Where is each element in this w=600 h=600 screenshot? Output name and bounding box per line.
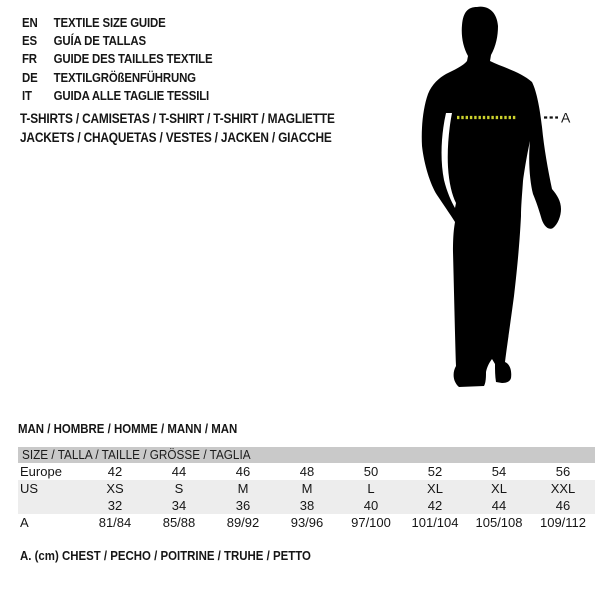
man-silhouette-svg — [395, 0, 600, 400]
section-title: MAN / HOMBRE / HOMME / MANN / MAN — [18, 421, 238, 436]
table-row-us — [18, 480, 595, 497]
language-label: GUIDA ALLE TAGLIE TESSILI — [53, 87, 210, 103]
table-cell: 32 — [107, 498, 123, 513]
table-row-alt-size — [18, 497, 595, 514]
table-cell: XXL — [550, 481, 576, 496]
table-cell: 97/100 — [351, 515, 391, 530]
row-label: Europe — [20, 464, 62, 479]
table-cell: 81/84 — [98, 515, 132, 530]
table-cell: 40 — [363, 498, 379, 513]
language-code: IT — [22, 87, 32, 103]
table-cell: 54 — [491, 464, 507, 479]
table-cell: M — [301, 481, 313, 496]
language-label: GUIDE DES TAILLES TEXTILE — [53, 51, 213, 67]
language-row-fr — [22, 50, 238, 68]
table-cell: 42 — [427, 498, 443, 513]
language-row-it — [22, 87, 238, 105]
table-cell: 56 — [555, 464, 571, 479]
table-cell: 44 — [491, 498, 507, 513]
row-label: US — [20, 481, 39, 496]
measure-label-a: A — [561, 109, 571, 126]
language-code: EN — [22, 15, 38, 30]
row-label — [18, 497, 83, 514]
man-silhouette-path — [422, 7, 561, 387]
table-cell: M — [237, 481, 249, 496]
table-cell: 46 — [555, 498, 571, 513]
table-header-band — [18, 447, 595, 463]
category-titles — [20, 109, 378, 147]
table-cell: 85/88 — [162, 515, 196, 530]
table-cell: L — [367, 481, 375, 496]
table-cell: 101/104 — [411, 515, 459, 530]
table-cell: 44 — [171, 464, 187, 479]
measurement-footnote: A. (cm) CHEST / PECHO / POITRINE / TRUHE / PETTO — [20, 548, 311, 563]
table-cell: 93/96 — [290, 515, 324, 530]
category-jackets: JACKETS / CHAQUETAS / VESTES / JACKEN / GIACCHE — [20, 130, 332, 145]
table-cell: 89/92 — [226, 515, 260, 530]
language-code: DE — [22, 69, 38, 85]
table-cell: XL — [491, 481, 507, 496]
language-label: TEXTILE SIZE GUIDE — [53, 15, 166, 30]
table-cell: 46 — [235, 464, 251, 479]
table-cell: XL — [427, 481, 443, 496]
table-header-label: SIZE / TALLA / TAILLE / GRÖSSE / TAGLIA — [22, 448, 251, 462]
language-row-de — [22, 69, 238, 87]
table-cell: 42 — [107, 464, 123, 479]
man-silhouette-figure — [395, 0, 600, 400]
table-row-chest-a — [18, 514, 595, 531]
language-code: ES — [22, 33, 37, 49]
language-list — [22, 14, 238, 105]
language-row-es — [22, 32, 238, 50]
table-cell: 38 — [299, 498, 315, 513]
language-row-en — [22, 14, 238, 32]
table-cell: 109/112 — [539, 515, 587, 530]
table-cell: 50 — [363, 464, 379, 479]
table-cell: 105/108 — [475, 515, 523, 530]
language-code: FR — [22, 51, 37, 67]
table-cell: 48 — [299, 464, 315, 479]
row-label: A — [20, 515, 29, 530]
table-row-europe — [18, 463, 595, 480]
table-cell: XS — [106, 481, 124, 496]
table-cell: 52 — [427, 464, 443, 479]
table-cell: 34 — [171, 498, 187, 513]
category-tshirts: T-SHIRTS / CAMISETAS / T-SHIRT / T-SHIRT / MAGLIETTE — [20, 111, 335, 126]
table-cell: 36 — [235, 498, 251, 513]
language-label: TEXTILGRÖßENFÜHRUNG — [53, 69, 196, 85]
size-chart-table — [18, 447, 595, 531]
language-label: GUÍA DE TALLAS — [53, 33, 146, 49]
table-cell: S — [174, 481, 184, 496]
